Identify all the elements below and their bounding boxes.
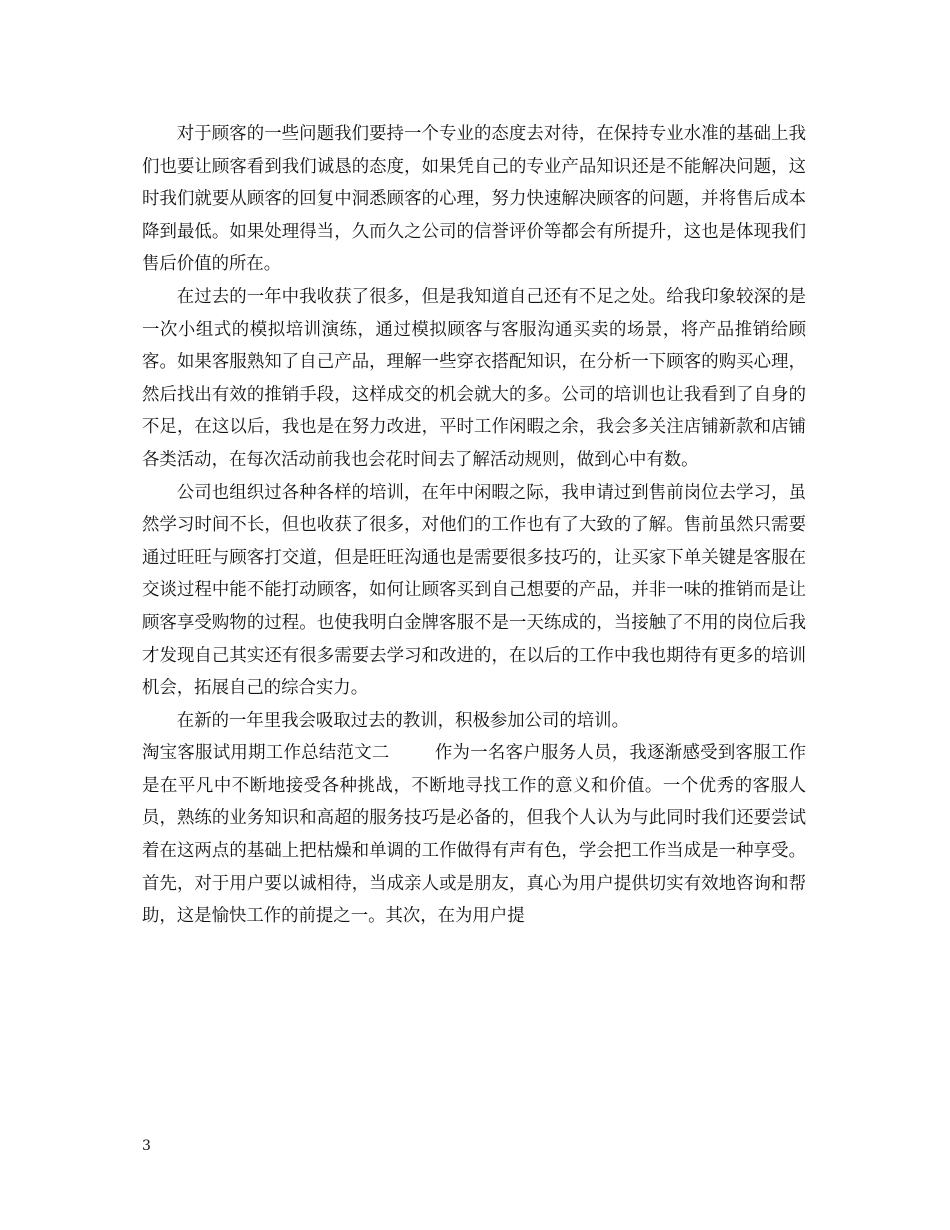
section-title: 淘宝客服试用期工作总结范文二 xyxy=(142,743,390,764)
section-two-paragraph xyxy=(142,737,806,933)
page-number: 3 xyxy=(142,1138,151,1154)
document-body xyxy=(142,118,806,933)
paragraph-customer-problems: 对于顾客的一些问题我们要持一个专业的态度去对待，在保持专业水准的基础上我们也要让顾客看到我们诚恳的态度，如果凭自己的专业产品知识还是不能解决问题，这时我们就要从顾客的回复中洞悉顾客的心理，努力快速解决顾客的问题，并将售后成本降到最低。如果处理得当，久而久之公司的信誉评价等都会有所提升，这也是体现我们售后价值的所在。 xyxy=(142,124,806,275)
section-two-text: 作为一名客户服务人员，我逐渐感受到客服工作是在平凡中不断地接受各种挑战，不断地寻找工作的意义和价值。一个优秀的客服人员，熟练的业务知识和高超的服务技巧是必备的，但我个人认为与此同时我们还要尝试着在这两点的基础上把枯燥和单调的工作做得有声有色，学会把工作当成是一种享受。首先，对于用户要以诚相待，当成亲人或是朋友，真心为用户提供切实有效地咨询和帮助，这是愉快工作的前提之一。其次，在为用户提 xyxy=(142,743,806,927)
paragraph-presales-training: 公司也组织过各种各样的培训，在年中闲暇之际，我申请过到售前岗位去学习，虽然学习时间不长，但也收获了很多，对他们的工作也有了大致的了解。售前虽然只需要通过旺旺与顾客打交道，但是旺旺沟通也是需要很多技巧的，让买家下单关键是客服在交谈过程中能不能打动顾客，如何让顾客买到自己想要的产品，并非一味的推销而是让顾客享受购物的过程。也使我明白金牌客服不是一天练成的，当接触了不用的岗位后我才发现自己其实还有很多需要去学习和改进的，在以后的工作中我也期待有更多的培训机会，拓展自己的综合实力。 xyxy=(142,482,806,699)
paragraph-past-year-training: 在过去的一年中我收获了很多，但是我知道自己还有不足之处。给我印象较深的是一次小组式的模拟培训演练，通过模拟顾客与客服沟通买卖的场景，将产品推销给顾客。如果客服熟知了自己产品，理解一些穿衣搭配知识，在分析一下顾客的购买心理，然后找出有效的推销手段，这样成交的机会就大的多。公司的培训也让我看到了自身的不足，在这以后，我也是在努力改进，平时工作闲暇之余，我会多关注店铺新款和店铺各类活动，在每次活动前我也会花时间去了解活动规则，做到心中有数。 xyxy=(142,286,806,470)
paragraph-new-year-plan: 在新的一年里我会吸取过去的教训，积极参加公司的培训。 xyxy=(176,710,629,731)
